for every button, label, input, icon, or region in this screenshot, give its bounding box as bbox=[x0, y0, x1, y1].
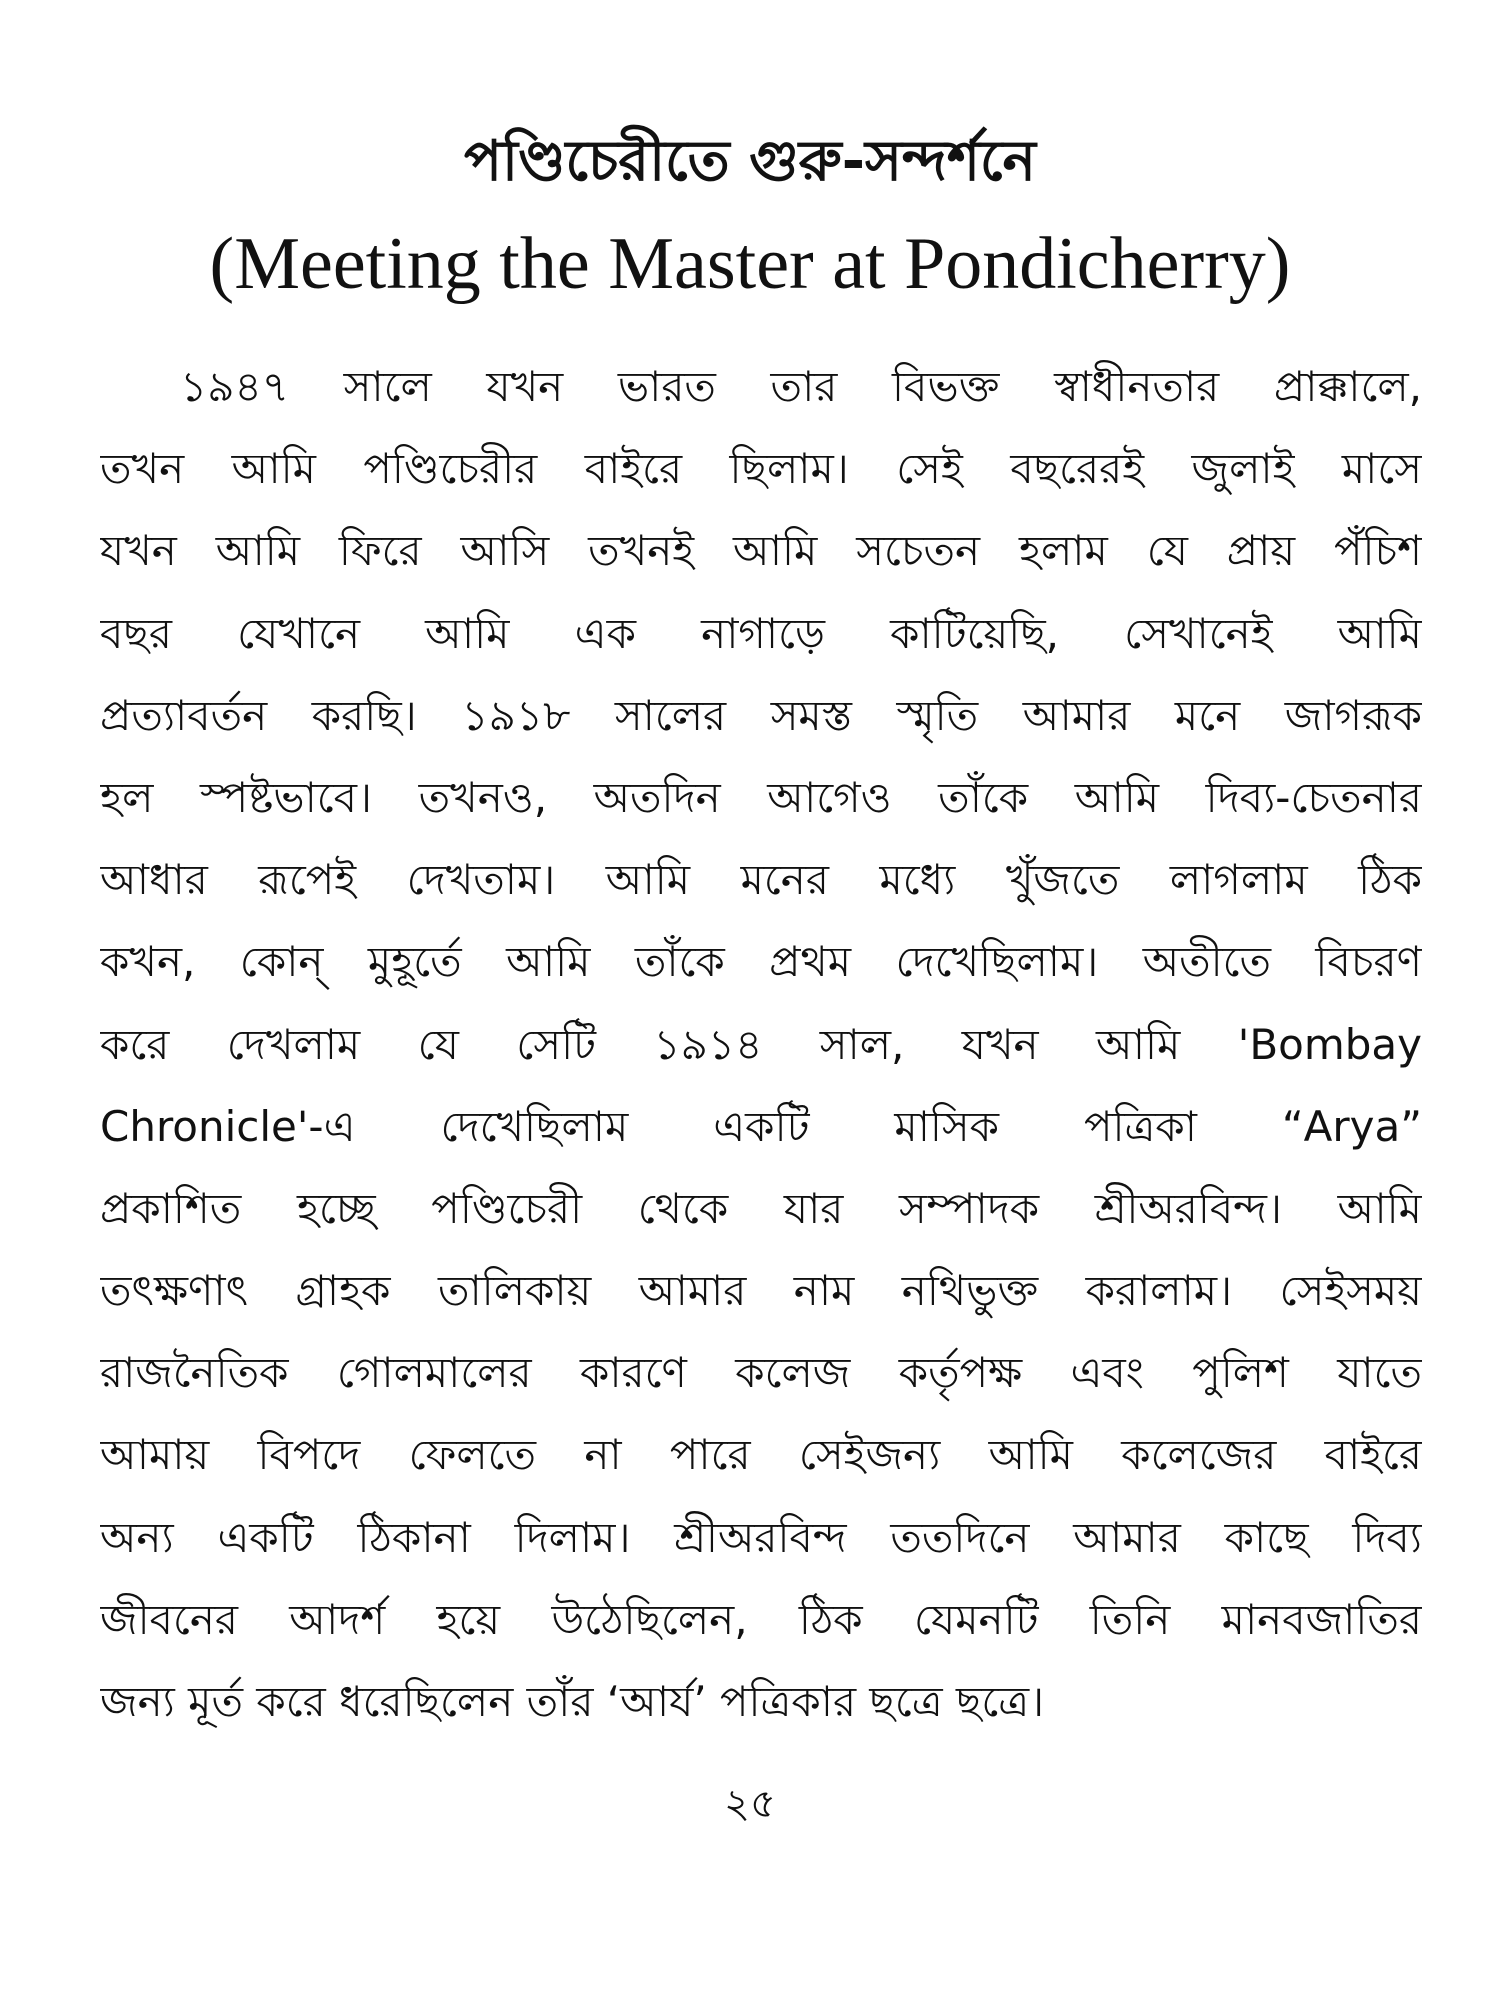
text-line: কখন, কোন্ মুহূর্তে আমি তাঁকে প্রথম দেখেছিলাম। অতীতে বিচরণ bbox=[100, 937, 1422, 987]
text-line: প্রত্যাবর্তন করছি। ১৯১৮ সালের সমস্ত স্মৃতি আমার মনে জাগরূক bbox=[100, 690, 1422, 740]
text-line: বছর যেখানে আমি এক নাগাড়ে কাটিয়েছি, সেখানেই আমি bbox=[100, 608, 1422, 658]
text-line: Chronicle'-এ দেখেছিলাম একটি মাসিক পত্রিকা “Arya” bbox=[100, 1101, 1422, 1151]
text-line: জীবনের আদর্শ হয়ে উঠেছিলেন, ঠিক যেমনটি তিনি মানবজাতির bbox=[100, 1594, 1422, 1644]
page-number: ২৫ bbox=[724, 1781, 776, 1827]
chapter-title-english: (Meeting the Master at Pondicherry) bbox=[209, 223, 1291, 305]
text-line: আমায় বিপদে ফেলতে না পারে সেইজন্য আমি কলেজের বাইরে bbox=[100, 1430, 1422, 1480]
text-line: প্রকাশিত হচ্ছে পণ্ডিচেরী থেকে যার সম্পাদক শ্রীঅরবিন্দ। আমি bbox=[100, 1183, 1422, 1233]
chapter-title-bengali: পণ্ডিচেরীতে গুরু-সন্দর্শনে bbox=[464, 129, 1036, 194]
text-line: জন্য মূর্ত করে ধরেছিলেন তাঁর ‘আর্য’ পত্রিকার ছত্রে ছত্রে। bbox=[100, 1677, 1045, 1726]
text-line: করে দেখলাম যে সেটি ১৯১৪ সাল, যখন আমি 'Bombay bbox=[100, 1019, 1422, 1069]
text-line: আধার রূপেই দেখতাম। আমি মনের মধ্যে খুঁজতে লাগলাম ঠিক bbox=[100, 855, 1422, 905]
text-line: ১৯৪৭ সালে যখন ভারত তার বিভক্ত স্বাধীনতার প্রাক্কালে, bbox=[180, 362, 1422, 411]
text-line: যখন আমি ফিরে আসি তখনই আমি সচেতন হলাম যে প্রায় পঁচিশ bbox=[100, 526, 1422, 576]
body-text bbox=[100, 352, 1422, 1749]
text-line: হল স্পষ্টভাবে। তখনও, অতদিন আগেও তাঁকে আমি দিব্য-চেতনার bbox=[100, 772, 1422, 822]
text-line: অন্য একটি ঠিকানা দিলাম। শ্রীঅরবিন্দ ততদিনে আমার কাছে দিব্য bbox=[100, 1512, 1422, 1562]
text-line: তৎক্ষণাৎ গ্রাহক তালিকায় আমার নাম নথিভুক্ত করালাম। সেইসময় bbox=[100, 1266, 1422, 1316]
text-line: রাজনৈতিক গোলমালের কারণে কলেজ কর্তৃপক্ষ এবং পুলিশ যাতে bbox=[100, 1348, 1422, 1398]
text-line: তখন আমি পণ্ডিচেরীর বাইরে ছিলাম। সেই বছরেরই জুলাই মাসে bbox=[100, 444, 1422, 494]
